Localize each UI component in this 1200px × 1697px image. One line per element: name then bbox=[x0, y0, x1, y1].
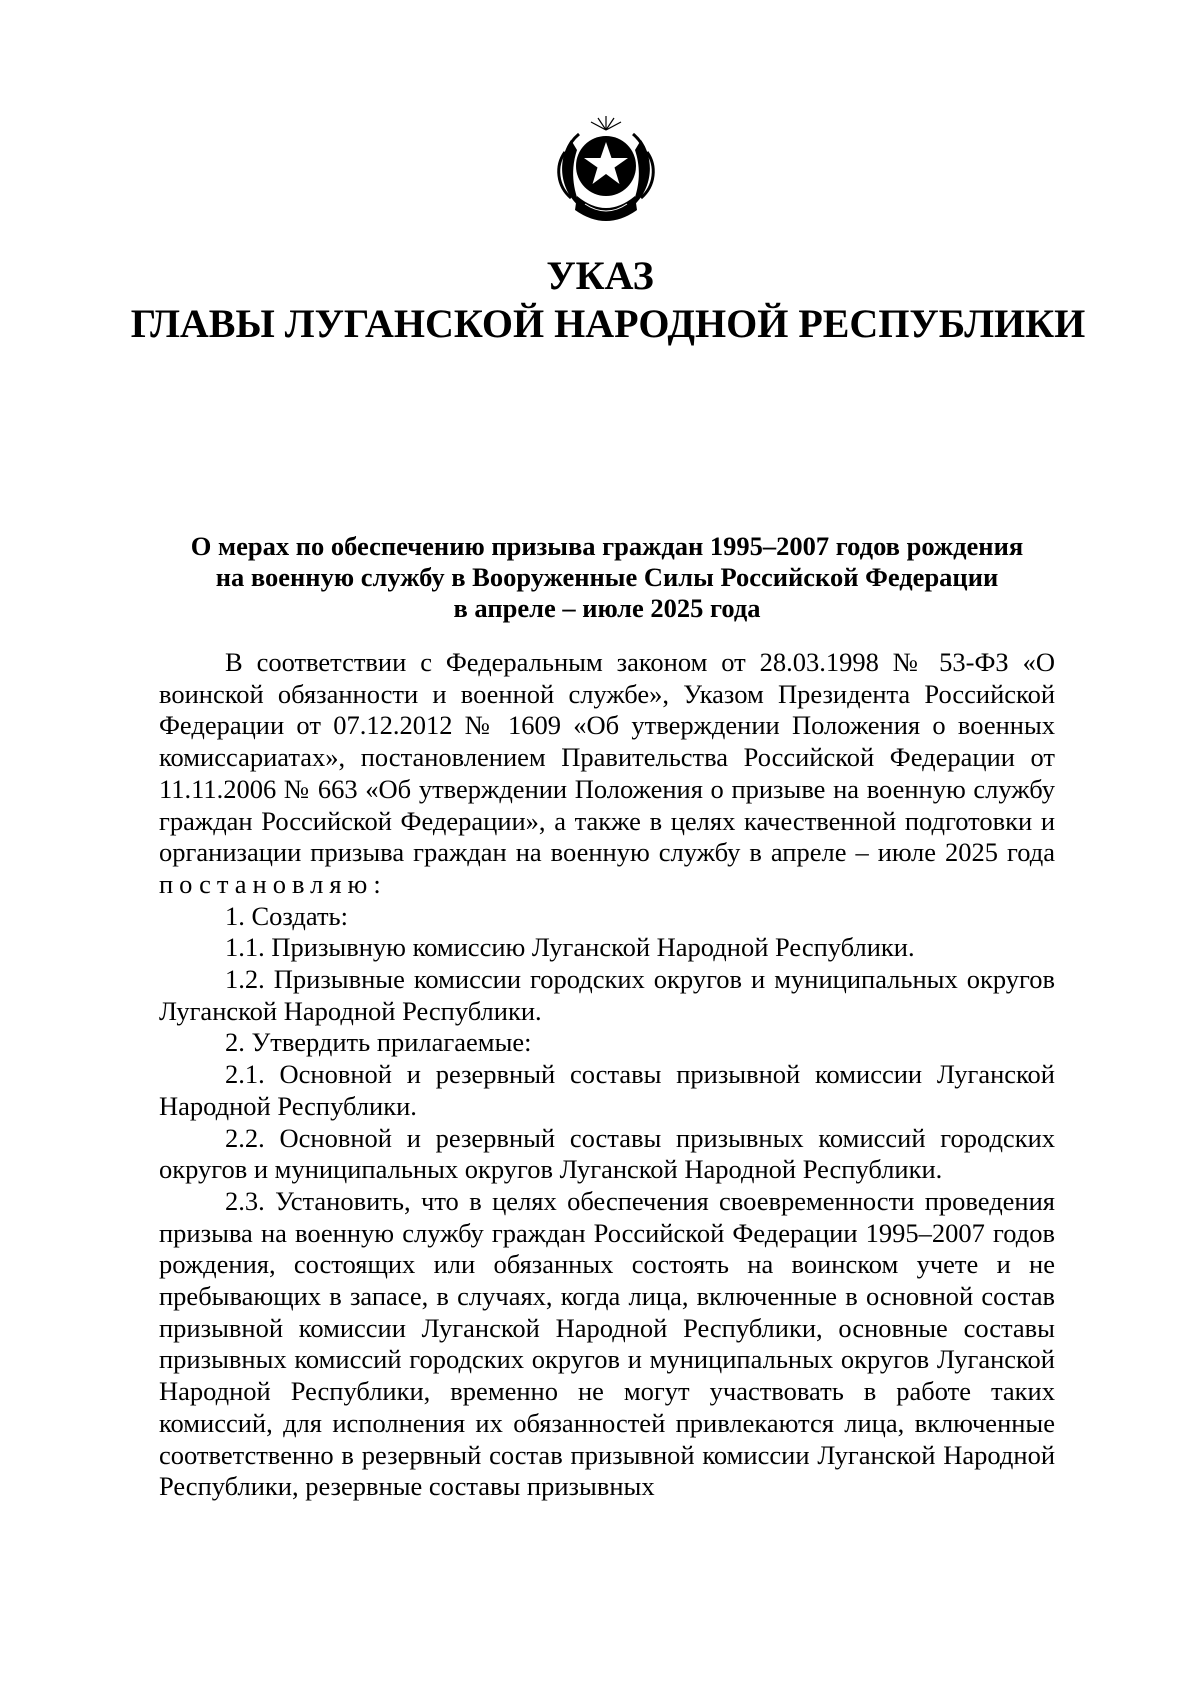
clause-2-1: 2.1. Основной и резервный составы призывной комиссии Луганской Народной Республики. bbox=[159, 1059, 1055, 1121]
clause-2-3: 2.3. Установить, что в целях обеспечения своевременности проведения призыва на военную службу граждан Российской Федерации 1995–2007 годов рождения, состоящих или обязанных состоять на воинском учете и не пребывающих в запасе, в случаях, когда лица, включенные в основной состав призывной комиссии Луганской Народной Республики, основные составы призывных комиссий городских округов и муниципальных округов Луганской Народной Республики, временно не могут участвовать в работе таких комиссий, для исполнения их обязанностей привлекаются лица, включенные соответственно в резервный состав призывной комиссии Луганской Народной Республики, резервные составы призывных bbox=[159, 1185, 1055, 1502]
subject-line: О мерах по обеспечению призыва граждан 1995–2007 годов рождения bbox=[190, 531, 1024, 561]
clause-1-2: 1.2. Призывные комиссии городских округов и муниципальных округов Луганской Народной Республики. bbox=[159, 964, 1055, 1026]
decree-body bbox=[159, 647, 1055, 1503]
clause-1: 1. Создать: bbox=[225, 900, 349, 931]
decree-subject bbox=[150, 531, 1064, 624]
document-type-title: УКАЗ bbox=[546, 253, 654, 298]
coat-of-arms-emblem bbox=[551, 100, 661, 230]
preamble-text: В соответствии с Федеральным законом от 28.03.1998 № 53-ФЗ «О воинской обязанности и военной службе», Указом Президента Российской Федерации от 07.12.2012 № 1609 «Об утверждении Положения о военных комиссариатах», постановлением Правительства Российской Федерации от 11.11.2006 № 663 «Об утверждении Положения о призыве на военную службу граждан Российской Федерации», а также в целях качественной подготовки и организации призыва граждан на военную службу в апреле – июле 2025 года bbox=[159, 647, 1055, 868]
clause-2-2: 2.2. Основной и резервный составы призывных комиссий городских округов и муниципальных округов Луганской Народной Республики. bbox=[159, 1122, 1055, 1185]
clause-2: 2. Утвердить прилагаемые: bbox=[225, 1027, 532, 1058]
decree-word: постановляю: bbox=[159, 868, 387, 899]
subject-line: на военную службу в Вооруженные Силы Российской Федерации bbox=[215, 562, 999, 592]
clause-1-1: 1.1. Призывную комиссию Луганской Народной Республики. bbox=[225, 932, 915, 963]
preamble-paragraph bbox=[159, 647, 1055, 901]
subject-line: в апреле – июле 2025 года bbox=[453, 593, 761, 623]
issuer-title: ГЛАВЫ ЛУГАНСКОЙ НАРОДНОЙ РЕСПУБЛИКИ bbox=[130, 301, 1086, 346]
